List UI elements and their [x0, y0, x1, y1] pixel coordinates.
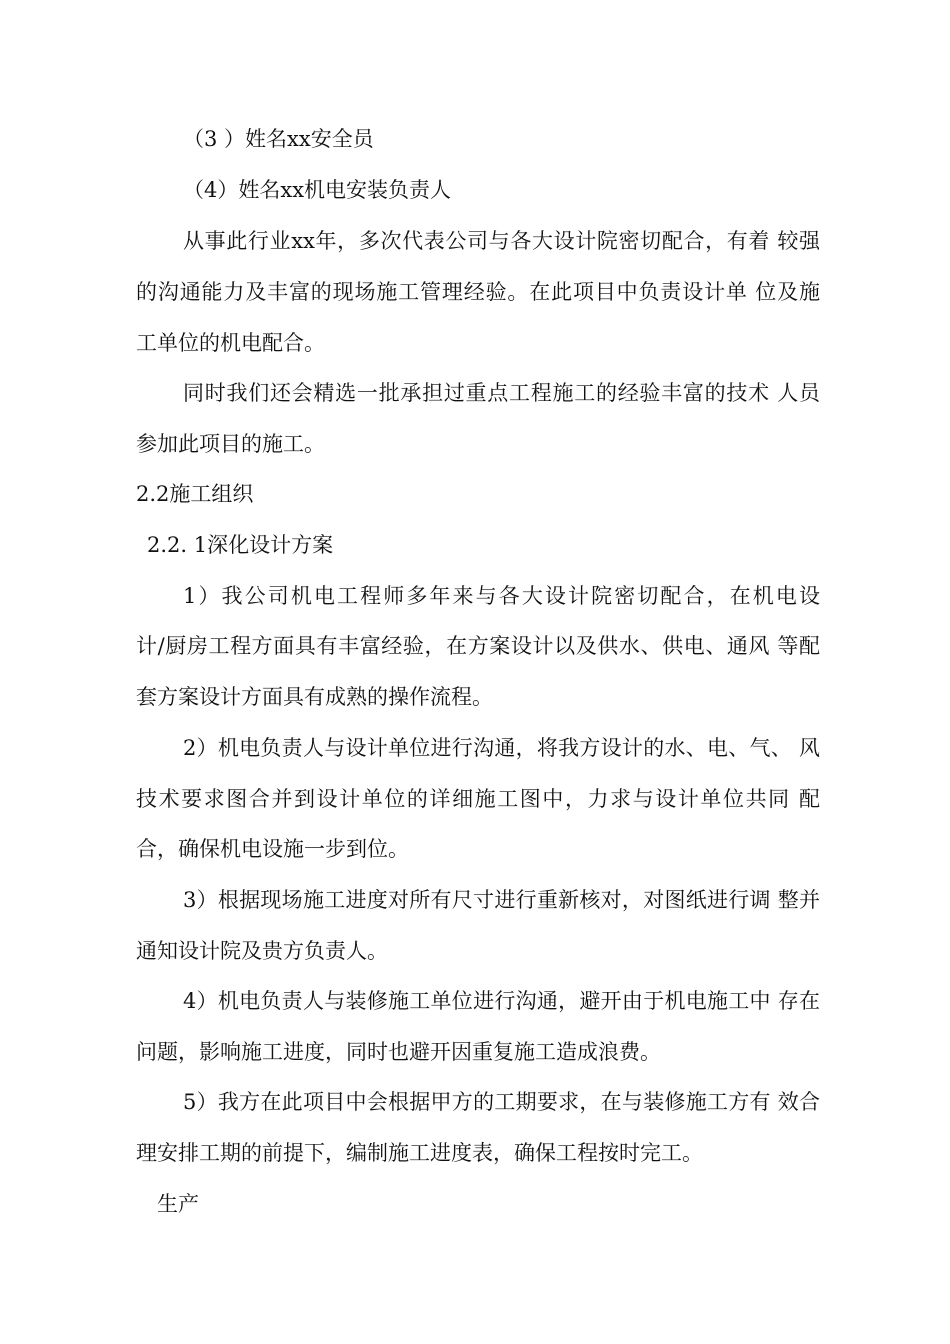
- section-label-production: 生产: [157, 1192, 199, 1216]
- item-1-line-3: 套方案设计方面具有成熟的操作流程。: [136, 685, 493, 709]
- item-2-line-2: 技术要求图合并到设计单位的详细施工图中，力求与设计单位共同 配: [136, 787, 820, 811]
- item-2-line-1: 2）机电负责人与设计单位进行沟通，将我方设计的水、电、气、 风: [183, 736, 820, 760]
- paragraph-staff-selection-line-1: 同时我们还会精选一批承担过重点工程施工的经验丰富的技术 人员: [183, 381, 820, 405]
- paragraph-experience-line-1: 从事此行业xx年，多次代表公司与各大设计院密切配合，有着 较强: [183, 229, 820, 253]
- item-5-line-1: 5）我方在此项目中会根据甲方的工期要求，在与装修施工方有 效合: [183, 1090, 820, 1114]
- staff-item-4: （4）姓名xx机电安装负责人: [183, 178, 452, 202]
- paragraph-staff-selection-line-2: 参加此项目的施工。: [136, 432, 325, 456]
- item-5-line-2: 理安排工期的前提下，编制施工进度表，确保工程按时完工。: [136, 1141, 703, 1165]
- item-1-line-2: 计/厨房工程方面具有丰富经验，在方案设计以及供水、供电、通风 等配: [136, 634, 820, 658]
- item-3-line-1: 3）根据现场施工进度对所有尺寸进行重新核对，对图纸进行调 整并: [183, 888, 820, 912]
- staff-item-3: （3 ）姓名xx安全员: [183, 127, 374, 151]
- item-4-line-1: 4）机电负责人与装修施工单位进行沟通，避开由于机电施工中 存在: [183, 989, 820, 1013]
- paragraph-experience-line-2: 的沟通能力及丰富的现场施工管理经验。在此项目中负责设计单 位及施: [136, 280, 820, 304]
- item-4-line-2: 问题，影响施工进度，同时也避开因重复施工造成浪费。: [136, 1040, 661, 1064]
- paragraph-experience-line-3: 工单位的机电配合。: [136, 331, 325, 355]
- item-2-line-3: 合，确保机电设施一步到位。: [136, 837, 409, 861]
- section-heading-construction-organization: 2.2施工组织: [136, 482, 254, 506]
- subsection-heading-detailed-design: 2.2. 1深化设计方案: [147, 533, 334, 557]
- item-3-line-2: 通知设计院及贵方负责人。: [136, 939, 388, 963]
- item-1-line-1: 1）我公司机电工程师多年来与各大设计院密切配合，在机电设: [183, 584, 820, 608]
